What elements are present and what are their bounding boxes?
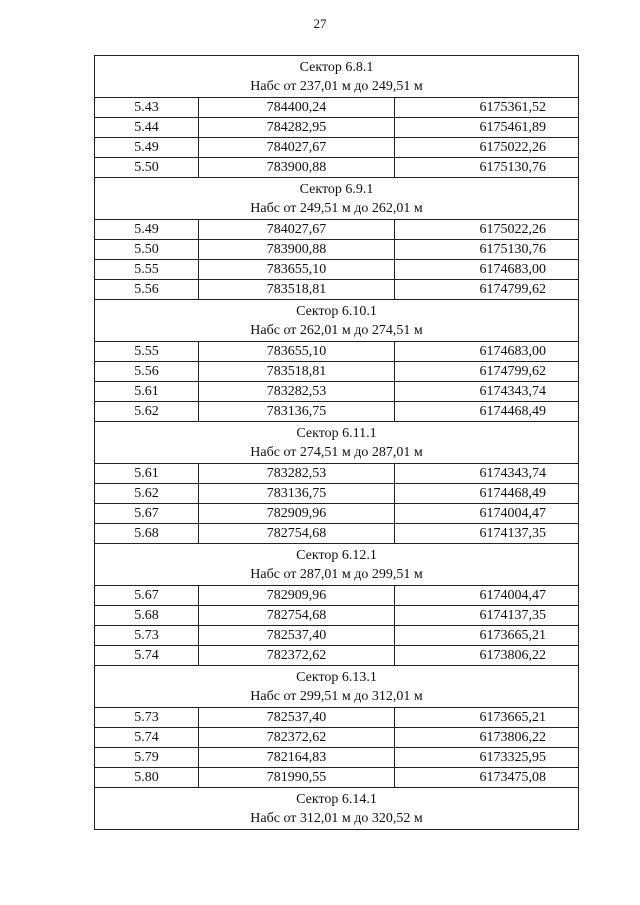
- table-row: [95, 382, 579, 402]
- sector-height-range: Набс от 262,01 м до 274,51 м: [250, 323, 423, 338]
- sector-height-range: Набс от 287,01 м до 299,51 м: [250, 567, 423, 582]
- point-number-cell: 5.68: [95, 606, 199, 626]
- point-number-cell: 5.56: [95, 280, 199, 300]
- y-coordinate-cell: 6174468,49: [395, 484, 579, 504]
- x-coordinate-cell: 783282,53: [199, 382, 395, 402]
- y-coordinate-cell: 6175022,26: [395, 138, 579, 158]
- point-number-cell: 5.61: [95, 382, 199, 402]
- y-coordinate-cell: 6174137,35: [395, 606, 579, 626]
- y-coordinate-cell: 6174683,00: [395, 260, 579, 280]
- table-row: [95, 362, 579, 382]
- table-row: [95, 240, 579, 260]
- x-coordinate-cell: 782537,40: [199, 626, 395, 646]
- x-coordinate-cell: 783282,53: [199, 464, 395, 484]
- y-coordinate-cell: 6174799,62: [395, 362, 579, 382]
- table-row: [95, 524, 579, 544]
- sector-title: Сектор 6.13.1: [296, 670, 377, 685]
- y-coordinate-cell: 6174004,47: [395, 504, 579, 524]
- sector-header: [95, 666, 579, 708]
- point-number-cell: 5.61: [95, 464, 199, 484]
- x-coordinate-cell: 782372,62: [199, 728, 395, 748]
- point-number-cell: 5.74: [95, 728, 199, 748]
- point-number-cell: 5.73: [95, 708, 199, 728]
- point-number-cell: 5.62: [95, 484, 199, 504]
- x-coordinate-cell: 783900,88: [199, 158, 395, 178]
- y-coordinate-cell: 6173806,22: [395, 646, 579, 666]
- table-row: [95, 220, 579, 240]
- point-number-cell: 5.55: [95, 260, 199, 280]
- y-coordinate-cell: 6174137,35: [395, 524, 579, 544]
- y-coordinate-cell: 6174799,62: [395, 280, 579, 300]
- x-coordinate-cell: 782909,96: [199, 586, 395, 606]
- y-coordinate-cell: 6174683,00: [395, 342, 579, 362]
- point-number-cell: 5.56: [95, 362, 199, 382]
- table-row: [95, 158, 579, 178]
- point-number-cell: 5.68: [95, 524, 199, 544]
- table-row: [95, 138, 579, 158]
- point-number-cell: 5.67: [95, 586, 199, 606]
- sector-title: Сектор 6.10.1: [296, 304, 377, 319]
- sector-header: [95, 788, 579, 830]
- point-number-cell: 5.50: [95, 240, 199, 260]
- y-coordinate-cell: 6173665,21: [395, 708, 579, 728]
- point-number-cell: 5.80: [95, 768, 199, 788]
- table-row: [95, 342, 579, 362]
- x-coordinate-cell: 784027,67: [199, 138, 395, 158]
- point-number-cell: 5.67: [95, 504, 199, 524]
- table-row: [95, 98, 579, 118]
- y-coordinate-cell: 6174343,74: [395, 464, 579, 484]
- sector-header: [95, 300, 579, 342]
- x-coordinate-cell: 782372,62: [199, 646, 395, 666]
- table-row: [95, 118, 579, 138]
- point-number-cell: 5.43: [95, 98, 199, 118]
- y-coordinate-cell: 6173475,08: [395, 768, 579, 788]
- y-coordinate-cell: 6175130,76: [395, 158, 579, 178]
- sector-header-row: [95, 544, 579, 586]
- sector-header: [95, 178, 579, 220]
- x-coordinate-cell: 783655,10: [199, 342, 395, 362]
- table-row: [95, 280, 579, 300]
- table-row: [95, 708, 579, 728]
- table-row: [95, 402, 579, 422]
- sector-title: Сектор 6.8.1: [299, 60, 374, 75]
- sector-height-range: Набс от 237,01 м до 249,51 м: [250, 79, 423, 94]
- x-coordinate-cell: 784027,67: [199, 220, 395, 240]
- point-number-cell: 5.50: [95, 158, 199, 178]
- x-coordinate-cell: 783900,88: [199, 240, 395, 260]
- point-number-cell: 5.55: [95, 342, 199, 362]
- table-row: [95, 626, 579, 646]
- table-row: [95, 484, 579, 504]
- sector-header-row: [95, 300, 579, 342]
- sector-header-row: [95, 422, 579, 464]
- sector-header-row: [95, 178, 579, 220]
- sector-title: Сектор 6.11.1: [296, 426, 377, 441]
- x-coordinate-cell: 782164,83: [199, 748, 395, 768]
- sector-title: Сектор 6.9.1: [299, 182, 374, 197]
- table-row: [95, 260, 579, 280]
- y-coordinate-cell: 6175461,89: [395, 118, 579, 138]
- page-number: 27: [313, 16, 327, 31]
- sector-title: Сектор 6.14.1: [296, 792, 377, 807]
- point-number-cell: 5.62: [95, 402, 199, 422]
- point-number-cell: 5.74: [95, 646, 199, 666]
- sector-height-range: Набс от 274,51 м до 287,01 м: [250, 445, 423, 460]
- x-coordinate-cell: 783518,81: [199, 280, 395, 300]
- y-coordinate-cell: 6173665,21: [395, 626, 579, 646]
- sector-header: [95, 422, 579, 464]
- sector-header: [95, 56, 579, 98]
- y-coordinate-cell: 6174343,74: [395, 382, 579, 402]
- table-row: [95, 646, 579, 666]
- sector-height-range: Набс от 299,51 м до 312,01 м: [250, 689, 423, 704]
- table-row: [95, 504, 579, 524]
- table-row: [95, 586, 579, 606]
- table-row: [95, 464, 579, 484]
- x-coordinate-cell: 782754,68: [199, 606, 395, 626]
- sector-header-row: [95, 788, 579, 830]
- coordinates-table: [94, 55, 579, 830]
- point-number-cell: 5.49: [95, 138, 199, 158]
- table-row: [95, 768, 579, 788]
- sector-title: Сектор 6.12.1: [296, 548, 377, 563]
- table-row: [95, 728, 579, 748]
- table-row: [95, 606, 579, 626]
- sector-header-row: [95, 666, 579, 708]
- point-number-cell: 5.79: [95, 748, 199, 768]
- y-coordinate-cell: 6175022,26: [395, 220, 579, 240]
- x-coordinate-cell: 783655,10: [199, 260, 395, 280]
- x-coordinate-cell: 782754,68: [199, 524, 395, 544]
- y-coordinate-cell: 6173325,95: [395, 748, 579, 768]
- table-row: [95, 748, 579, 768]
- y-coordinate-cell: 6174468,49: [395, 402, 579, 422]
- sector-height-range: Набс от 312,01 м до 320,52 м: [250, 811, 423, 826]
- point-number-cell: 5.44: [95, 118, 199, 138]
- y-coordinate-cell: 6173806,22: [395, 728, 579, 748]
- sector-header: [95, 544, 579, 586]
- coordinates-table-body: [95, 56, 579, 830]
- x-coordinate-cell: 781990,55: [199, 768, 395, 788]
- x-coordinate-cell: 783136,75: [199, 484, 395, 504]
- point-number-cell: 5.73: [95, 626, 199, 646]
- sector-height-range: Набс от 249,51 м до 262,01 м: [250, 201, 423, 216]
- x-coordinate-cell: 782909,96: [199, 504, 395, 524]
- x-coordinate-cell: 784282,95: [199, 118, 395, 138]
- y-coordinate-cell: 6174004,47: [395, 586, 579, 606]
- x-coordinate-cell: 783136,75: [199, 402, 395, 422]
- x-coordinate-cell: 784400,24: [199, 98, 395, 118]
- y-coordinate-cell: 6175361,52: [395, 98, 579, 118]
- sector-header-row: [95, 56, 579, 98]
- point-number-cell: 5.49: [95, 220, 199, 240]
- y-coordinate-cell: 6175130,76: [395, 240, 579, 260]
- x-coordinate-cell: 783518,81: [199, 362, 395, 382]
- x-coordinate-cell: 782537,40: [199, 708, 395, 728]
